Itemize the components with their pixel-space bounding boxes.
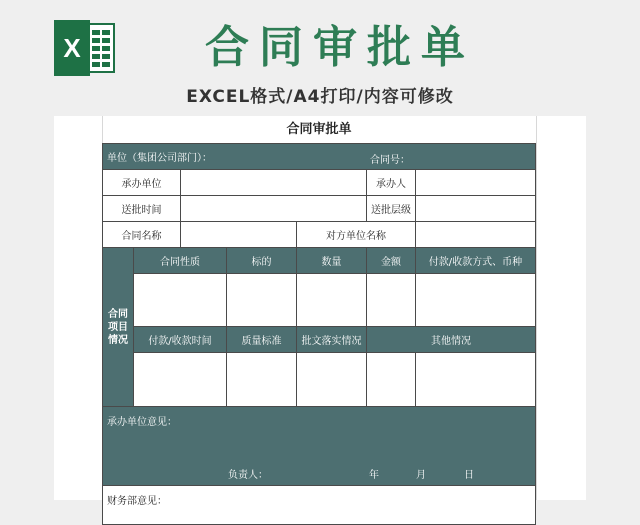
form-title: 合同审批单 xyxy=(286,122,352,137)
contract-name-field[interactable] xyxy=(180,221,297,248)
handler-field[interactable] xyxy=(415,169,536,196)
day-label: 日 xyxy=(464,470,474,481)
payment-method-field[interactable] xyxy=(415,273,536,327)
unit-row xyxy=(102,143,536,170)
header-contract-nature: 合同性质 xyxy=(133,247,227,274)
month-label: 月 xyxy=(416,470,426,481)
responsible-label: 负责人： xyxy=(228,470,268,481)
excel-logo-letter: X xyxy=(63,33,81,63)
project-section-label xyxy=(102,247,134,407)
approval-level-label: 送批层级 xyxy=(366,195,416,222)
approval-form xyxy=(102,116,536,507)
header-payment-method: 付款/收款方式、币种 xyxy=(415,247,536,274)
header-approval-status: 批文落实情况 xyxy=(296,326,367,353)
handler-label: 承办人 xyxy=(366,169,416,196)
quality-standard-field[interactable] xyxy=(226,352,297,407)
other-info-field-a[interactable] xyxy=(366,352,416,407)
amount-field[interactable] xyxy=(366,273,416,327)
header-other-info: 其他情况 xyxy=(366,326,536,353)
page-subtitle: EXCEL格式/A4打印/内容可修改 xyxy=(186,87,454,107)
header-quality-standard: 质量标准 xyxy=(226,326,297,353)
contract-name-label: 合同名称 xyxy=(102,221,181,248)
page-title: 合同审批单 xyxy=(205,22,475,73)
contract-nature-field[interactable] xyxy=(133,273,227,327)
submit-time-label: 送批时间 xyxy=(102,195,181,222)
finance-label: 财务部意见： xyxy=(107,496,167,507)
header-quantity: 数量 xyxy=(296,247,367,274)
unit-label: 单位（集团公司部门）： xyxy=(107,153,212,164)
handling-unit-field[interactable] xyxy=(180,169,367,196)
handling-unit-label: 承办单位 xyxy=(102,169,181,196)
header-payment-time: 付款/收款时间 xyxy=(133,326,227,353)
header-subject: 标的 xyxy=(226,247,297,274)
other-info-field-b[interactable] xyxy=(415,352,536,407)
opinion-label: 承办单位意见： xyxy=(107,417,177,428)
contract-no-label: 合同号： xyxy=(370,155,410,166)
payment-time-field[interactable] xyxy=(133,352,227,407)
quantity-field[interactable] xyxy=(296,273,367,327)
submit-time-field[interactable] xyxy=(180,195,367,222)
header-amount: 金额 xyxy=(366,247,416,274)
approval-level-field[interactable] xyxy=(415,195,536,222)
year-label: 年 xyxy=(369,470,379,481)
counterparty-name-field[interactable] xyxy=(415,221,536,248)
project-section-line-2: 项目 xyxy=(108,321,128,333)
sheet-margin-line-right xyxy=(536,116,537,500)
excel-icon xyxy=(52,20,116,76)
banner xyxy=(0,0,640,112)
subject-field[interactable] xyxy=(226,273,297,327)
project-section-line-3: 情况 xyxy=(108,334,128,346)
project-section-line-1: 合同 xyxy=(108,308,128,320)
finance-opinion[interactable] xyxy=(102,485,536,525)
counterparty-name-label: 对方单位名称 xyxy=(296,221,416,248)
approval-status-field[interactable] xyxy=(296,352,367,407)
